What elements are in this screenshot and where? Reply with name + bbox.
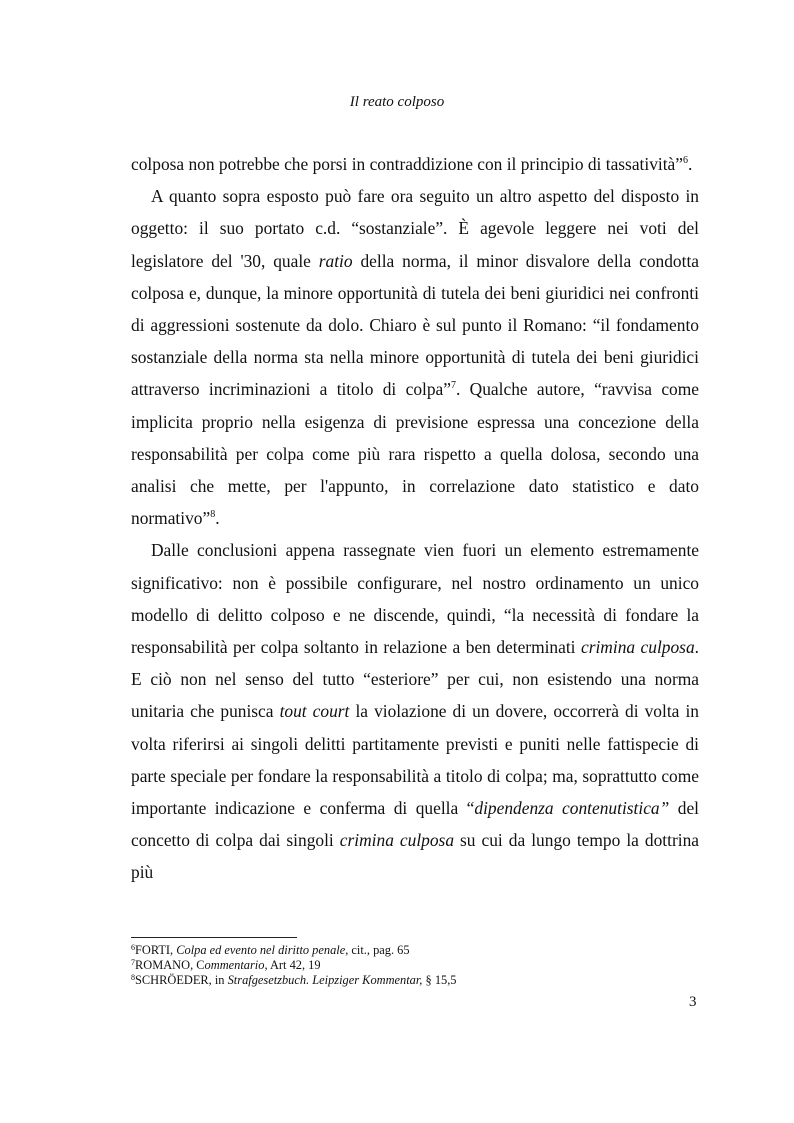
footnote-rest: § 15,5 <box>422 973 457 987</box>
footnote-ref-8[interactable]: 8 <box>210 509 216 521</box>
footnote-work: ommentario <box>204 958 265 972</box>
footnote-number: 8 <box>131 973 135 982</box>
paragraph-2 <box>131 180 699 534</box>
footnote-work: Colpa ed evento nel diritto penale <box>176 943 346 957</box>
footnote-author: FORTI, <box>135 943 177 957</box>
footnote-author: ROMANO, C <box>135 958 205 972</box>
page-number: 3 <box>689 994 697 1010</box>
footnote-7 <box>131 958 699 973</box>
footnote-separator <box>131 937 297 938</box>
text-run: A quanto sopra esposto può fare ora seguito un altro aspetto del disposto in oggetto: il suo portato c.d. “sostanziale”. È agevole leggere nei voti del legislatore del '30, quale <box>131 186 699 271</box>
footnote-6 <box>131 943 699 958</box>
footnote-rest: , cit., pag. 65 <box>345 943 410 957</box>
footnote-ref-7[interactable]: 7 <box>450 380 456 392</box>
text-run: . <box>688 154 693 174</box>
text-run: Dalle conclusioni appena rassegnate vien fuori un elemento estremamente significativo: non è possibile configurare, nel nostro ordinamento un unico modello di delitto colposo e ne discende, quindi, “la necessità di fondare la responsabilità per colpa soltanto in relazione a ben determinati <box>131 540 699 658</box>
italic-term: dipendenza contenutistica” <box>474 798 670 819</box>
italic-term: crimina culposa <box>339 830 455 851</box>
running-header: Il reato colposo <box>349 94 445 110</box>
italic-term: crimina culposa <box>580 637 695 658</box>
paragraph-1 <box>131 148 699 180</box>
italic-term: ratio <box>318 250 353 271</box>
footnote-rest: , Art 42, 19 <box>264 958 321 972</box>
text-run: . Qualche autore, “ravvisa come implicita proprio nella esigenza di previsione espressa una concezione della responsabilità per colpa come più rara rispetto a quella dolosa, secondo una analisi che mette, per l'appunto, in correlazione dato statistico e dato normativo” <box>131 379 699 529</box>
text-run: su cui da lungo tempo la dottrina più <box>131 830 699 883</box>
text-run: . <box>215 508 220 529</box>
paragraph-3 <box>131 534 699 888</box>
footnote-number: 7 <box>131 958 135 967</box>
footnote-work: Strafgesetzbuch. Leipziger Kommentar, <box>227 973 423 987</box>
body-text <box>131 148 699 889</box>
italic-term: tout court <box>279 701 350 722</box>
text-run: . E ciò non nel senso del tutto “esteriore” per cui, non esistendo una norma unitaria che punisca <box>131 637 700 722</box>
text-run: della norma, il minor disvalore della condotta colposa e, dunque, la minore opportunità di tutela dei beni giuridici nei confronti di aggressioni sostenute da dolo. Chiaro è sul punto il Romano: “il fondamento sostanziale della norma sta nella minore opportunità di tutela dei beni giuridici attraverso incriminazioni a titolo di colpa” <box>131 250 699 400</box>
footnote-ref-6[interactable]: 6 <box>683 155 688 166</box>
footnote-8 <box>131 973 699 988</box>
footnotes <box>131 943 699 988</box>
text-run: del concetto di colpa dai singoli <box>131 798 700 851</box>
footnote-author: SCHRÖEDER, in <box>135 973 228 987</box>
footnote-number: 6 <box>131 943 135 952</box>
text-run: la violazione di un dovere, occorrerà di volta in volta riferirsi ai singoli delitti partitamente previsti e puniti nelle fattispecie di parte speciale per fondare la responsabilità a titolo di colpa; ma, soprattutto come importante indicazione e conferma di quella “ <box>131 701 699 819</box>
text-run: colposa non potrebbe che porsi in contraddizione con il principio di tassatività” <box>131 154 683 174</box>
